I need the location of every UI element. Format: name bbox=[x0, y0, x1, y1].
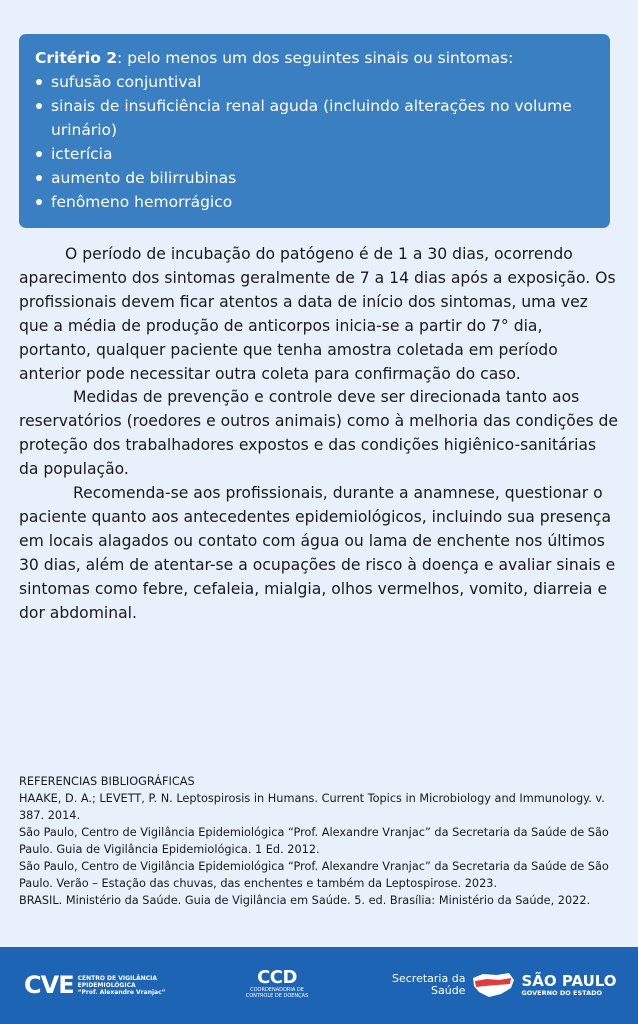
reference-item: BRASIL. Ministério da Saúde. Guia de Vigilância em Saúde. 5. ed. Brasília: Ministério da Saúde, 2022. bbox=[19, 894, 591, 907]
reference-item: São Paulo, Centro de Vigilância Epidemiológica “Prof. Alexandre Vranjac” da Secretaria da Saúde de São Paulo. Guia de Vigilância Epidemiológica. 1 Ed. 2012. bbox=[19, 826, 609, 856]
references bbox=[19, 773, 624, 909]
cve-logo-mark: CVE bbox=[24, 971, 74, 999]
criteria-item-text: aumento de bilirrubinas bbox=[51, 169, 237, 187]
criteria-list bbox=[35, 70, 594, 214]
bullet-icon bbox=[36, 79, 42, 85]
sp-title: SÃO PAULO bbox=[521, 971, 617, 990]
criteria-item-text: sufusão conjuntival bbox=[51, 73, 202, 91]
secretaria-saude-text bbox=[392, 973, 465, 997]
paragraph-prevention: Medidas de prevenção e controle deve ser direcionada tanto aos reservatórios (roedores e outros animais) como à melhoria das condições de proteção dos trabalhadores expostos e das condições higiênico-sanitárias da população. bbox=[19, 388, 619, 479]
ccd-logo bbox=[238, 969, 316, 999]
sp-subtitle: GOVERNO DO ESTADO bbox=[521, 988, 603, 997]
paragraph-recommendation: Recomenda-se aos profissionais, durante a anamnese, questionar o paciente quanto aos antecedentes epidemiológicos, incluindo sua presença em locais alagados ou contato com água ou lama de enchente nos últimos 30 dias, além de atentar-se a ocupações de risco à doença e avaliar sinais e sintomas como febre, cefaleia, mialgia, olhos vermelhos, vomito, diarreia e dor abdominal. bbox=[19, 484, 616, 622]
criteria-box bbox=[19, 34, 610, 228]
ccd-line2: CONTROLE DE DOENÇAS bbox=[245, 993, 309, 999]
criteria-item-text: sinais de insuficiência renal aguda (incluindo alterações no volume urinário) bbox=[51, 97, 572, 139]
sp-state-map-icon bbox=[471, 972, 515, 998]
criteria-intro: : pelo menos um dos seguintes sinais ou sintomas: bbox=[117, 49, 514, 67]
ccd-logo-text bbox=[246, 987, 309, 999]
paragraph-incubation: O período de incubação do patógeno é de 1 a 30 dias, ocorrendo aparecimento dos sintomas geralmente de 7 a 14 dias após a exposição. Os profissionais devem ficar atentos a data de início dos sintomas, uma vez que a média de produção de anticorpos inicia-se a partir do 7° dia, portanto, qualquer paciente que tenha amostra coletada em período anterior pode necessitar outra coleta para confirmação do caso. bbox=[19, 245, 616, 383]
cve-logo-text bbox=[78, 975, 166, 996]
cve-line2: EPIDEMIOLÓGICA bbox=[77, 981, 136, 989]
criteria-item-text: icterícia bbox=[51, 145, 113, 163]
cve-logo bbox=[24, 973, 166, 997]
cve-line3: “Prof. Alexandre Vranjac” bbox=[77, 988, 166, 996]
secretaria-line2: Saúde bbox=[431, 984, 466, 997]
secretaria-line1: Secretaria da bbox=[392, 972, 466, 985]
sp-government-logo bbox=[392, 972, 617, 998]
criteria-item bbox=[35, 94, 594, 142]
criteria-heading bbox=[35, 46, 594, 70]
ccd-logo-mark: CCD bbox=[257, 967, 297, 988]
bullet-icon bbox=[36, 199, 42, 205]
criteria-item bbox=[35, 166, 594, 190]
bullet-icon bbox=[36, 103, 42, 109]
cve-line1: CENTRO DE VIGILÂNCIA bbox=[77, 974, 157, 982]
bullet-icon bbox=[36, 175, 42, 181]
body-text bbox=[19, 243, 619, 626]
criteria-item bbox=[35, 70, 594, 94]
sp-title-block bbox=[521, 971, 617, 997]
references-heading: REFERENCIAS BIBLIOGRÁFICAS bbox=[19, 775, 195, 788]
bullet-icon bbox=[36, 151, 42, 157]
ccd-line1: COORDENADORIA DE bbox=[250, 987, 304, 993]
criteria-label: Critério 2 bbox=[35, 49, 118, 67]
reference-item: HAAKE, D. A.; LEVETT, P. N. Leptospirosis in Humans. Current Topics in Microbiology and Immunology. v. 387. 2014. bbox=[19, 792, 605, 822]
footer bbox=[0, 947, 638, 1024]
reference-item: São Paulo, Centro de Vigilância Epidemiológica “Prof. Alexandre Vranjac” da Secretaria da Saúde de São Paulo. Verão – Estação das chuvas, das enchentes e também da Leptospirose. 2023. bbox=[19, 860, 609, 890]
criteria-item-text: fenômeno hemorrágico bbox=[51, 193, 233, 211]
criteria-item bbox=[35, 190, 594, 214]
criteria-item bbox=[35, 142, 594, 166]
